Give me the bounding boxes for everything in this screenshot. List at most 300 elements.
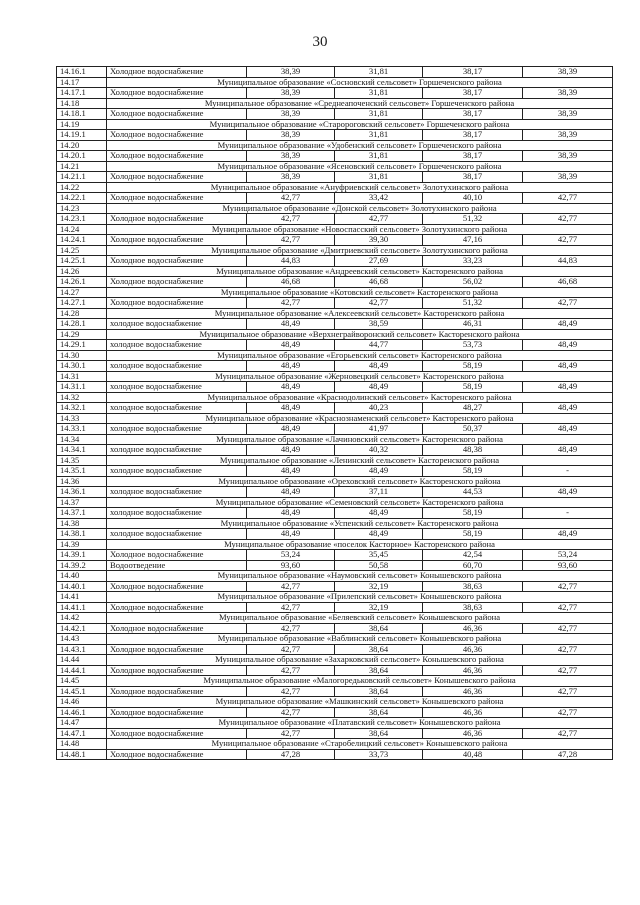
row-code: 14.37.1	[57, 508, 107, 519]
tariff-value-2: 48,49	[335, 466, 423, 477]
service-name: холодное водоснабжение	[107, 466, 247, 477]
tariff-row	[57, 550, 613, 561]
tariff-value-4: -	[523, 508, 613, 519]
municipality-header-row	[57, 161, 613, 172]
tariff-value-2: 27,69	[335, 256, 423, 267]
municipality-header-row	[57, 182, 613, 193]
tariff-row	[57, 602, 613, 613]
municipality-title: Муниципальное образование «Машкинский сельсовет» Конышевского района	[107, 697, 613, 708]
tariff-value-1: 48,49	[247, 319, 335, 330]
tariff-value-1: 48,49	[247, 466, 335, 477]
row-code: 14.24.1	[57, 235, 107, 246]
tariff-row	[57, 109, 613, 120]
tariff-value-2: 31,81	[335, 130, 423, 141]
service-name: Водоотведение	[107, 560, 247, 571]
tariff-value-3: 46,36	[423, 644, 523, 655]
tariff-value-1: 42,77	[247, 665, 335, 676]
tariff-value-2: 46,68	[335, 277, 423, 288]
tariff-row	[57, 508, 613, 519]
municipality-header-row	[57, 655, 613, 666]
tariff-row	[57, 298, 613, 309]
tariff-value-1: 42,77	[247, 298, 335, 309]
tariff-value-4: 44,83	[523, 256, 613, 267]
row-code: 14.21	[57, 161, 107, 172]
municipality-header-row	[57, 266, 613, 277]
tariff-row	[57, 235, 613, 246]
row-code: 14.46	[57, 697, 107, 708]
row-code: 14.34	[57, 434, 107, 445]
tariff-value-1: 42,77	[247, 581, 335, 592]
municipality-title: Муниципальное образование «Беляевский сельсовет» Конышевского района	[107, 613, 613, 624]
tariff-value-1: 38,39	[247, 172, 335, 183]
tariff-value-3: 51,32	[423, 214, 523, 225]
municipality-header-row	[57, 497, 613, 508]
tariff-value-4: 42,77	[523, 728, 613, 739]
service-name: Холодное водоснабжение	[107, 623, 247, 634]
row-code: 14.26.1	[57, 277, 107, 288]
tariff-value-4: 42,77	[523, 298, 613, 309]
tariff-row	[57, 560, 613, 571]
tariff-value-2: 44,77	[335, 340, 423, 351]
service-name: Холодное водоснабжение	[107, 644, 247, 655]
municipality-title: Муниципальное образование «Краснодолинский сельсовет» Касторенского района	[107, 392, 613, 403]
row-code: 14.20	[57, 140, 107, 151]
service-name: Холодное водоснабжение	[107, 686, 247, 697]
row-code: 14.29	[57, 329, 107, 340]
municipality-header-row	[57, 476, 613, 487]
municipality-title: Муниципальное образование «Удобенский сельсовет» Горшеченского района	[107, 140, 613, 151]
tariff-value-1: 38,39	[247, 88, 335, 99]
tariff-value-3: 46,36	[423, 728, 523, 739]
tariff-value-3: 58,19	[423, 466, 523, 477]
municipality-header-row	[57, 245, 613, 256]
row-code: 14.21.1	[57, 172, 107, 183]
tariff-row	[57, 665, 613, 676]
row-code: 14.32.1	[57, 403, 107, 414]
row-code: 14.26	[57, 266, 107, 277]
service-name: холодное водоснабжение	[107, 403, 247, 414]
municipality-title: Муниципальное образование «Котовский сельсовет» Касторенского района	[107, 287, 613, 298]
municipality-header-row	[57, 539, 613, 550]
municipality-title: Муниципальное образование «Лачиновский сельсовет» Касторенского района	[107, 434, 613, 445]
tariff-row	[57, 319, 613, 330]
tariff-value-4: 46,68	[523, 277, 613, 288]
row-code: 14.40	[57, 571, 107, 582]
tariff-value-4: 48,49	[523, 487, 613, 498]
service-name: холодное водоснабжение	[107, 424, 247, 435]
tariff-value-3: 58,19	[423, 382, 523, 393]
tariff-row	[57, 382, 613, 393]
row-code: 14.42	[57, 613, 107, 624]
tariff-value-3: 58,19	[423, 508, 523, 519]
tariff-value-3: 46,36	[423, 623, 523, 634]
tariff-value-4: 42,77	[523, 707, 613, 718]
tariff-value-2: 38,64	[335, 644, 423, 655]
municipality-title: Муниципальное образование «Ореховский сельсовет» Касторенского района	[107, 476, 613, 487]
municipality-header-row	[57, 571, 613, 582]
municipality-header-row	[57, 329, 613, 340]
service-name: Холодное водоснабжение	[107, 277, 247, 288]
tariff-value-1: 38,39	[247, 109, 335, 120]
row-code: 14.24	[57, 224, 107, 235]
municipality-header-row	[57, 287, 613, 298]
municipality-header-row	[57, 434, 613, 445]
tariff-value-3: 50,37	[423, 424, 523, 435]
municipality-title: Муниципальное образование «Успенский сельсовет» Касторенского района	[107, 518, 613, 529]
tariff-row	[57, 623, 613, 634]
tariff-row	[57, 277, 613, 288]
municipality-header-row	[57, 119, 613, 130]
tariff-value-2: 31,81	[335, 67, 423, 78]
tariff-value-3: 53,73	[423, 340, 523, 351]
tariff-value-1: 42,77	[247, 214, 335, 225]
tariff-value-4: 48,49	[523, 382, 613, 393]
tariff-value-2: 31,81	[335, 109, 423, 120]
tariff-value-3: 47,16	[423, 235, 523, 246]
row-code: 14.31	[57, 371, 107, 382]
municipality-header-row	[57, 140, 613, 151]
row-code: 14.36	[57, 476, 107, 487]
tariff-value-2: 42,77	[335, 298, 423, 309]
tariff-value-4: 38,39	[523, 130, 613, 141]
service-name: Холодное водоснабжение	[107, 749, 247, 760]
row-code: 14.38	[57, 518, 107, 529]
tariff-value-3: 48,38	[423, 445, 523, 456]
municipality-title: Муниципальное образование «Верхнеграйворонский сельсовет» Касторенского района	[107, 329, 613, 340]
row-code: 14.28.1	[57, 319, 107, 330]
municipality-title: Муниципальное образование «Старобелицкий сельсовет» Конышевского района	[107, 739, 613, 750]
tariff-value-3: 33,23	[423, 256, 523, 267]
row-code: 14.39	[57, 539, 107, 550]
row-code: 14.22.1	[57, 193, 107, 204]
row-code: 14.25	[57, 245, 107, 256]
tariff-value-3: 58,19	[423, 361, 523, 372]
municipality-header-row	[57, 634, 613, 645]
tariff-value-1: 38,39	[247, 67, 335, 78]
row-code: 14.33.1	[57, 424, 107, 435]
service-name: Холодное водоснабжение	[107, 172, 247, 183]
tariff-value-3: 38,63	[423, 602, 523, 613]
tariff-value-3: 40,48	[423, 749, 523, 760]
tariff-value-1: 42,77	[247, 602, 335, 613]
municipality-title: Муниципальное образование «Сосновский сельсовет» Горшеченского района	[107, 77, 613, 88]
tariff-row	[57, 151, 613, 162]
tariff-value-4: 42,77	[523, 623, 613, 634]
tariff-value-3: 42,54	[423, 550, 523, 561]
tariff-row	[57, 193, 613, 204]
service-name: холодное водоснабжение	[107, 487, 247, 498]
row-code: 14.41.1	[57, 602, 107, 613]
service-name: холодное водоснабжение	[107, 382, 247, 393]
municipality-title: Муниципальное образование «Донской сельсовет» Золотухинского района	[107, 203, 613, 214]
tariff-value-4: 48,49	[523, 340, 613, 351]
tariff-row	[57, 445, 613, 456]
municipality-title: Муниципальное образование «Среднеапоченский сельсовет» Горшеченского района	[107, 98, 613, 109]
tariff-value-2: 38,59	[335, 319, 423, 330]
tariff-row	[57, 487, 613, 498]
tariff-value-2: 32,19	[335, 581, 423, 592]
municipality-header-row	[57, 739, 613, 750]
tariff-row	[57, 67, 613, 78]
tariff-value-3: 38,17	[423, 130, 523, 141]
row-code: 14.19	[57, 119, 107, 130]
municipality-header-row	[57, 98, 613, 109]
tariff-value-4: 42,77	[523, 665, 613, 676]
service-name: Холодное водоснабжение	[107, 193, 247, 204]
tariff-value-3: 60,70	[423, 560, 523, 571]
row-code: 14.31.1	[57, 382, 107, 393]
tariff-row	[57, 403, 613, 414]
tariff-value-3: 58,19	[423, 529, 523, 540]
municipality-title: Муниципальное образование «Малогоредьковский сельсовет» Конышевского района	[107, 676, 613, 687]
tariff-row	[57, 256, 613, 267]
tariff-value-1: 42,77	[247, 193, 335, 204]
service-name: Холодное водоснабжение	[107, 109, 247, 120]
row-code: 14.20.1	[57, 151, 107, 162]
row-code: 14.30	[57, 350, 107, 361]
municipality-title: Муниципальное образование «Ясеновский сельсовет» Горшеченского района	[107, 161, 613, 172]
service-name: Холодное водоснабжение	[107, 88, 247, 99]
row-code: 14.39.2	[57, 560, 107, 571]
municipality-title: Муниципальное образование «Алексеевский сельсовет» Касторенского района	[107, 308, 613, 319]
row-code: 14.43	[57, 634, 107, 645]
tariff-value-4: 42,77	[523, 581, 613, 592]
municipality-title: Муниципальное образование «Захарковский сельсовет» Конышевского района	[107, 655, 613, 666]
service-name: Холодное водоснабжение	[107, 728, 247, 739]
tariff-value-1: 42,77	[247, 686, 335, 697]
row-code: 14.36.1	[57, 487, 107, 498]
tariff-value-1: 48,49	[247, 361, 335, 372]
tariff-value-4: 48,49	[523, 445, 613, 456]
tariff-value-3: 38,17	[423, 67, 523, 78]
tariff-row	[57, 707, 613, 718]
tariff-value-2: 32,19	[335, 602, 423, 613]
service-name: Холодное водоснабжение	[107, 235, 247, 246]
tariff-value-4: 42,77	[523, 214, 613, 225]
tariff-value-4: 38,39	[523, 88, 613, 99]
municipality-title: Муниципальное образование «Жерновецкий сельсовет» Касторенского района	[107, 371, 613, 382]
tariff-value-4: -	[523, 466, 613, 477]
tariff-value-4: 93,60	[523, 560, 613, 571]
tariff-value-2: 33,42	[335, 193, 423, 204]
tariff-value-4: 42,77	[523, 602, 613, 613]
service-name: Холодное водоснабжение	[107, 707, 247, 718]
tariff-row	[57, 686, 613, 697]
municipality-title: Муниципальное образование «Новоспасский сельсовет» Золотухинского района	[107, 224, 613, 235]
service-name: холодное водоснабжение	[107, 319, 247, 330]
row-code: 14.23.1	[57, 214, 107, 225]
tariff-value-2: 31,81	[335, 88, 423, 99]
tariff-value-4: 53,24	[523, 550, 613, 561]
tariff-value-1: 44,83	[247, 256, 335, 267]
tariff-value-2: 31,81	[335, 172, 423, 183]
tariff-value-3: 48,27	[423, 403, 523, 414]
tariff-value-1: 42,77	[247, 707, 335, 718]
row-code: 14.17	[57, 77, 107, 88]
tariff-value-1: 42,77	[247, 235, 335, 246]
tariff-row	[57, 130, 613, 141]
row-code: 14.39.1	[57, 550, 107, 561]
row-code: 14.19.1	[57, 130, 107, 141]
municipality-header-row	[57, 203, 613, 214]
service-name: Холодное водоснабжение	[107, 214, 247, 225]
tariff-value-2: 39,30	[335, 235, 423, 246]
tariff-value-4: 48,49	[523, 403, 613, 414]
tariff-value-3: 46,36	[423, 707, 523, 718]
municipality-header-row	[57, 308, 613, 319]
tariff-value-4: 48,49	[523, 319, 613, 330]
tariff-value-3: 38,17	[423, 172, 523, 183]
tariff-value-3: 38,63	[423, 581, 523, 592]
tariff-value-1: 93,60	[247, 560, 335, 571]
tariff-value-2: 37,11	[335, 487, 423, 498]
municipality-title: Муниципальное образование «Ленинский сельсовет» Касторенского района	[107, 455, 613, 466]
tariff-row	[57, 424, 613, 435]
row-code: 14.47	[57, 718, 107, 729]
tariff-row	[57, 466, 613, 477]
tariff-row	[57, 361, 613, 372]
tariff-row	[57, 749, 613, 760]
row-code: 14.25.1	[57, 256, 107, 267]
tariff-value-4: 38,39	[523, 67, 613, 78]
row-code: 14.17.1	[57, 88, 107, 99]
tariff-value-3: 46,31	[423, 319, 523, 330]
tariff-row	[57, 214, 613, 225]
row-code: 14.45.1	[57, 686, 107, 697]
tariff-value-1: 48,49	[247, 445, 335, 456]
row-code: 14.35	[57, 455, 107, 466]
tariff-value-1: 48,49	[247, 508, 335, 519]
municipality-title: Муниципальное образование «Егорьевский сельсовет» Касторенского района	[107, 350, 613, 361]
tariff-value-2: 35,45	[335, 550, 423, 561]
tariff-value-1: 42,77	[247, 728, 335, 739]
tariff-value-4: 42,77	[523, 193, 613, 204]
municipality-header-row	[57, 413, 613, 424]
tariff-value-4: 48,49	[523, 361, 613, 372]
tariff-value-1: 48,49	[247, 424, 335, 435]
municipality-title: Муниципальное образование «Краснознаменский сельсовет» Касторенского района	[107, 413, 613, 424]
row-code: 14.30.1	[57, 361, 107, 372]
tariff-value-1: 38,39	[247, 151, 335, 162]
tariff-value-1: 38,39	[247, 130, 335, 141]
tariff-value-2: 48,49	[335, 382, 423, 393]
tariff-value-1: 48,49	[247, 340, 335, 351]
municipality-header-row	[57, 350, 613, 361]
tariff-value-2: 40,23	[335, 403, 423, 414]
row-code: 14.27.1	[57, 298, 107, 309]
tariff-value-4: 42,77	[523, 644, 613, 655]
municipality-title: Муниципальное образование «Прилепский сельсовет» Конышевского района	[107, 592, 613, 603]
tariff-value-2: 50,58	[335, 560, 423, 571]
tariff-value-2: 38,64	[335, 728, 423, 739]
municipality-title: Муниципальное образование «Андреевский сельсовет» Касторенского района	[107, 266, 613, 277]
service-name: холодное водоснабжение	[107, 508, 247, 519]
row-code: 14.46.1	[57, 707, 107, 718]
service-name: Холодное водоснабжение	[107, 256, 247, 267]
row-code: 14.29.1	[57, 340, 107, 351]
row-code: 14.32	[57, 392, 107, 403]
municipality-header-row	[57, 371, 613, 382]
row-code: 14.27	[57, 287, 107, 298]
tariff-value-3: 38,17	[423, 88, 523, 99]
service-name: Холодное водоснабжение	[107, 298, 247, 309]
municipality-header-row	[57, 455, 613, 466]
service-name: Холодное водоснабжение	[107, 130, 247, 141]
tariff-value-3: 38,17	[423, 109, 523, 120]
row-code: 14.33	[57, 413, 107, 424]
row-code: 14.16.1	[57, 67, 107, 78]
tariff-table	[56, 66, 613, 760]
row-code: 14.43.1	[57, 644, 107, 655]
service-name: холодное водоснабжение	[107, 340, 247, 351]
tariff-value-1: 48,49	[247, 403, 335, 414]
municipality-title: Муниципальное образование «Наумовский сельсовет» Конышевского района	[107, 571, 613, 582]
tariff-value-1: 42,77	[247, 623, 335, 634]
tariff-table-body	[57, 67, 613, 760]
service-name: Холодное водоснабжение	[107, 151, 247, 162]
tariff-value-2: 38,64	[335, 686, 423, 697]
row-code: 14.34.1	[57, 445, 107, 456]
row-code: 14.35.1	[57, 466, 107, 477]
municipality-header-row	[57, 518, 613, 529]
row-code: 14.23	[57, 203, 107, 214]
tariff-value-1: 47,28	[247, 749, 335, 760]
service-name: Холодное водоснабжение	[107, 602, 247, 613]
row-code: 14.18.1	[57, 109, 107, 120]
tariff-value-4: 47,28	[523, 749, 613, 760]
municipality-header-row	[57, 718, 613, 729]
row-code: 14.41	[57, 592, 107, 603]
municipality-header-row	[57, 592, 613, 603]
municipality-header-row	[57, 224, 613, 235]
municipality-header-row	[57, 676, 613, 687]
tariff-row	[57, 728, 613, 739]
row-code: 14.48.1	[57, 749, 107, 760]
municipality-header-row	[57, 392, 613, 403]
service-name: холодное водоснабжение	[107, 529, 247, 540]
municipality-header-row	[57, 77, 613, 88]
tariff-row	[57, 340, 613, 351]
tariff-value-1: 46,68	[247, 277, 335, 288]
tariff-value-3: 46,36	[423, 686, 523, 697]
tariff-value-1: 48,49	[247, 487, 335, 498]
municipality-header-row	[57, 697, 613, 708]
tariff-value-3: 51,32	[423, 298, 523, 309]
tariff-value-4: 38,39	[523, 109, 613, 120]
tariff-value-2: 33,73	[335, 749, 423, 760]
municipality-header-row	[57, 613, 613, 624]
tariff-value-2: 38,64	[335, 707, 423, 718]
row-code: 14.22	[57, 182, 107, 193]
tariff-value-3: 44,53	[423, 487, 523, 498]
row-code: 14.18	[57, 98, 107, 109]
service-name: холодное водоснабжение	[107, 361, 247, 372]
tariff-value-4: 48,49	[523, 424, 613, 435]
municipality-title: Муниципальное образование «Старороговский сельсовет» Горшеченского района	[107, 119, 613, 130]
tariff-value-4: 38,39	[523, 151, 613, 162]
municipality-title: Муниципальное образование «Платавский сельсовет» Конышевского района	[107, 718, 613, 729]
tariff-value-2: 48,49	[335, 361, 423, 372]
tariff-value-1: 42,77	[247, 644, 335, 655]
service-name: Холодное водоснабжение	[107, 581, 247, 592]
service-name: холодное водоснабжение	[107, 445, 247, 456]
tariff-value-2: 38,64	[335, 623, 423, 634]
row-code: 14.40.1	[57, 581, 107, 592]
tariff-value-1: 53,24	[247, 550, 335, 561]
tariff-value-2: 41,97	[335, 424, 423, 435]
row-code: 14.37	[57, 497, 107, 508]
municipality-title: Муниципальное образование «поселок Касторное» Касторенского района	[107, 539, 613, 550]
